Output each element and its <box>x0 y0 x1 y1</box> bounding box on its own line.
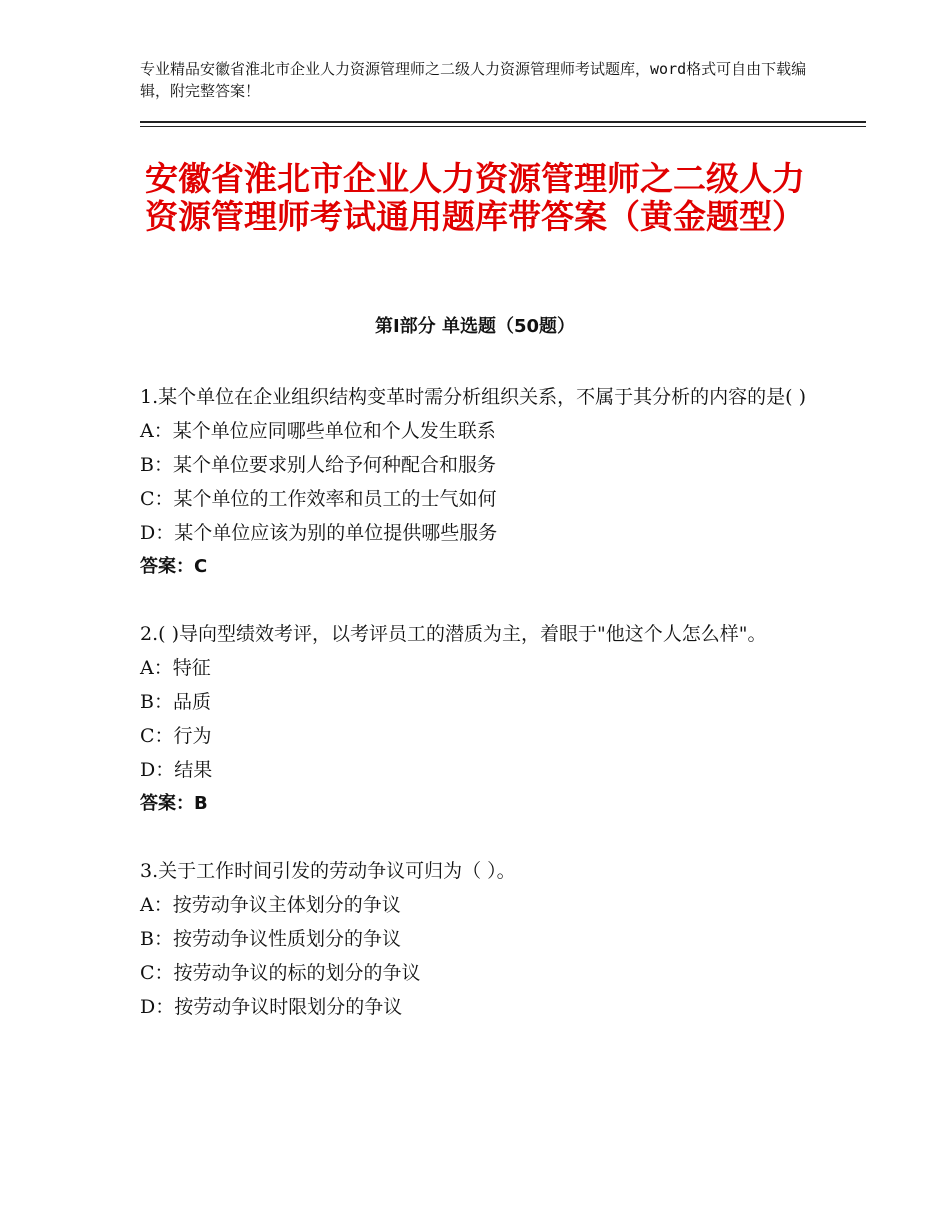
question-stem: 3.关于工作时间引发的劳动争议可归为（ ）。 <box>140 860 516 882</box>
option-d: D：结果 <box>140 759 213 781</box>
option-c: C：某个单位的工作效率和员工的士气如何 <box>140 488 497 510</box>
option-c: C：按劳动争议的标的划分的争议 <box>140 962 421 984</box>
option-a: A：特征 <box>140 657 211 679</box>
answer-label: 答案：B <box>140 793 208 814</box>
option-a: A：按劳动争议主体划分的争议 <box>140 894 401 916</box>
section-title: 第Ⅰ部分 单选题（50题） <box>374 316 575 337</box>
option-b: B：按劳动争议性质划分的争议 <box>140 928 401 950</box>
option-c: C：行为 <box>140 725 212 747</box>
question-stem: 1.某个单位在企业组织结构变革时需分析组织关系，不属于其分析的内容的是( ) <box>140 386 806 408</box>
option-a: A：某个单位应同哪些单位和个人发生联系 <box>140 420 496 442</box>
header-divider-thick <box>140 121 866 123</box>
header-divider-thin <box>140 126 866 127</box>
question-2 <box>140 617 810 821</box>
answer-label: 答案：C <box>140 556 208 577</box>
question-1 <box>140 380 810 584</box>
option-b: B：品质 <box>140 691 211 713</box>
question-list <box>140 380 810 1057</box>
question-stem: 2.( )导向型绩效考评，以考评员工的潜质为主，着眼于"他这个人怎么样"。 <box>140 623 767 645</box>
option-d: D：按劳动争议时限划分的争议 <box>140 996 403 1018</box>
option-b: B：某个单位要求别人给予何种配合和服务 <box>140 454 496 476</box>
document-title: 安徽省淮北市企业人力资源管理师之二级人力资源管理师考试通用题库带答案（黄金题型） <box>145 159 805 236</box>
option-d: D：某个单位应该为别的单位提供哪些服务 <box>140 522 498 544</box>
question-3 <box>140 854 810 1024</box>
header-note: 专业精品安徽省淮北市企业人力资源管理师之二级人力资源管理师考试题库，word格式可自由下载编辑，附完整答案！ <box>140 60 807 100</box>
